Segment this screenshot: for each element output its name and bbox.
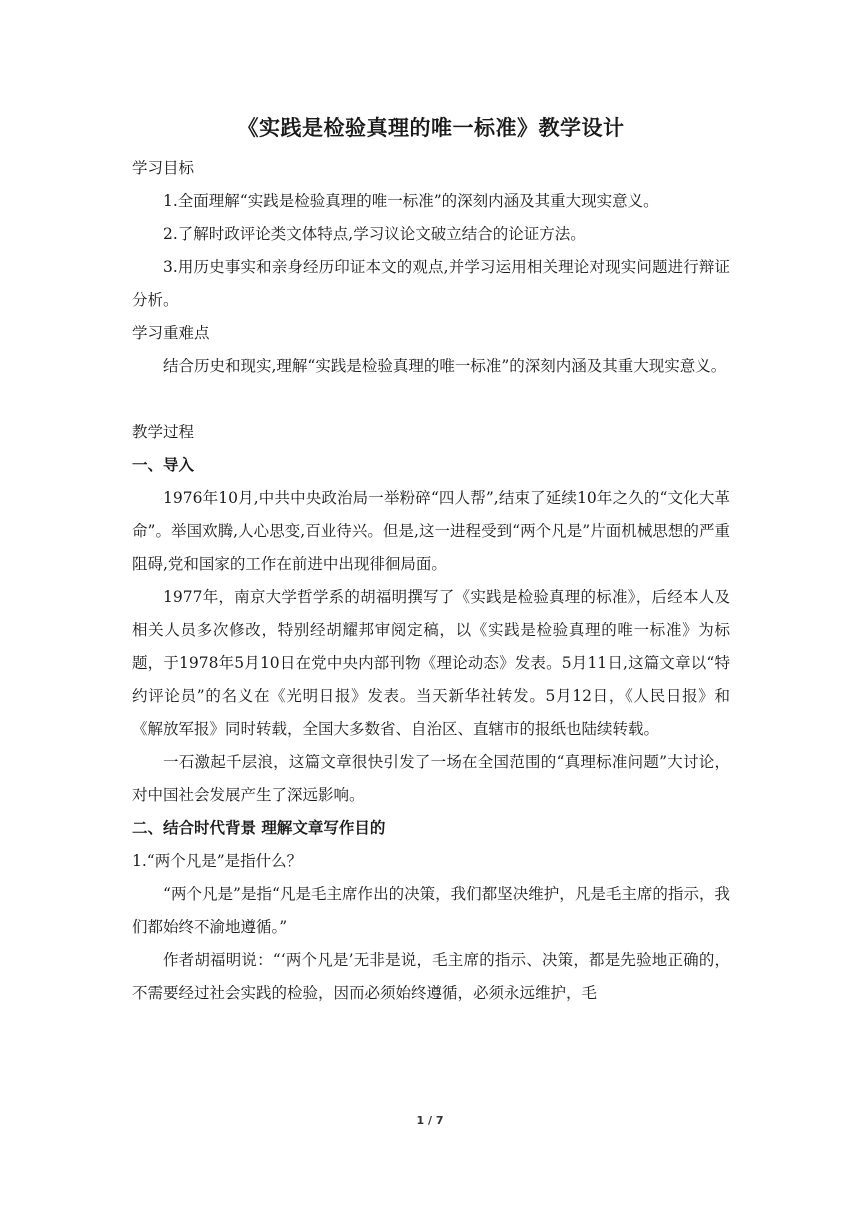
page-number: 1 / 7: [416, 1114, 444, 1127]
goal-item-3: 3.用历史事实和亲身经历印证本文的观点,并学习运用相关理论对现实问题进行辩证分析。: [132, 258, 730, 309]
key-points-label: 学习重难点: [132, 324, 210, 342]
blank-line: [132, 383, 730, 416]
section-2-heading: 二、结合时代背景 理解文章写作目的: [132, 819, 386, 837]
goal-item-2: 2.了解时政评论类文体特点,学习议论文破立结合的论证方法。: [163, 225, 586, 243]
document-title: 《实践是检验真理的唯一标准》教学设计: [237, 116, 625, 140]
section-2-paragraph-1: “两个凡是”是指“凡是毛主席作出的决策，我们都坚决维护，凡是毛主席的指示，我们都始终不渝地遵循。”: [132, 885, 730, 936]
section-2-paragraph-2: 作者胡福明说：“‘两个凡是’无非是说，毛主席的指示、决策，都是先验地正确的，不需要经过社会实践的检验，因而必须始终遵循，必须永远维护，毛: [132, 951, 730, 1002]
goal-item-1: 1.全面理解“实践是检验真理的唯一标准”的深刻内涵及其重大现实意义。: [163, 192, 659, 210]
key-points-text: 结合历史和现实,理解“实践是检验真理的唯一标准”的深刻内涵及其重大现实意义。: [163, 357, 727, 375]
goals-label: 学习目标: [132, 159, 195, 177]
section-1-paragraph-3: 一石激起千层浪，这篇文章很快引发了一场在全国范围的“真理标准问题”大讨论，对中国社会发展产生了深远影响。: [132, 753, 730, 804]
section-1-paragraph-1: 1976年10月,中共中央政治局一举粉碎“四人帮”,结束了延续10年之久的“文化大革命”。举国欢腾,人心思变,百业待兴。但是,这一进程受到“两个凡是”片面机械思想的严重阻碍,党和国家的工作在前进中出现徘徊局面。: [132, 489, 730, 573]
section-1-paragraph-2: 1977年，南京大学哲学系的胡福明撰写了《实践是检验真理的标准》，后经本人及相关人员多次修改，特别经胡耀邦审阅定稿，以《实践是检验真理的唯一标准》为标题，于1978年5月10日在党中央内部刊物《理论动态》发表。5月11日,这篇文章以“特约评论员”的名义在《光明日报》发表。当天新华社转发。5月12日，《人民日报》和《解放军报》同时转载，全国大多数省、自治区、直辖市的报纸也陆续转载。: [132, 588, 730, 738]
process-label: 教学过程: [132, 423, 195, 441]
question-1: 1.“两个凡是”是指什么？: [132, 852, 303, 870]
section-1-heading: 一、导入: [132, 456, 195, 474]
document-body: [132, 112, 730, 1010]
